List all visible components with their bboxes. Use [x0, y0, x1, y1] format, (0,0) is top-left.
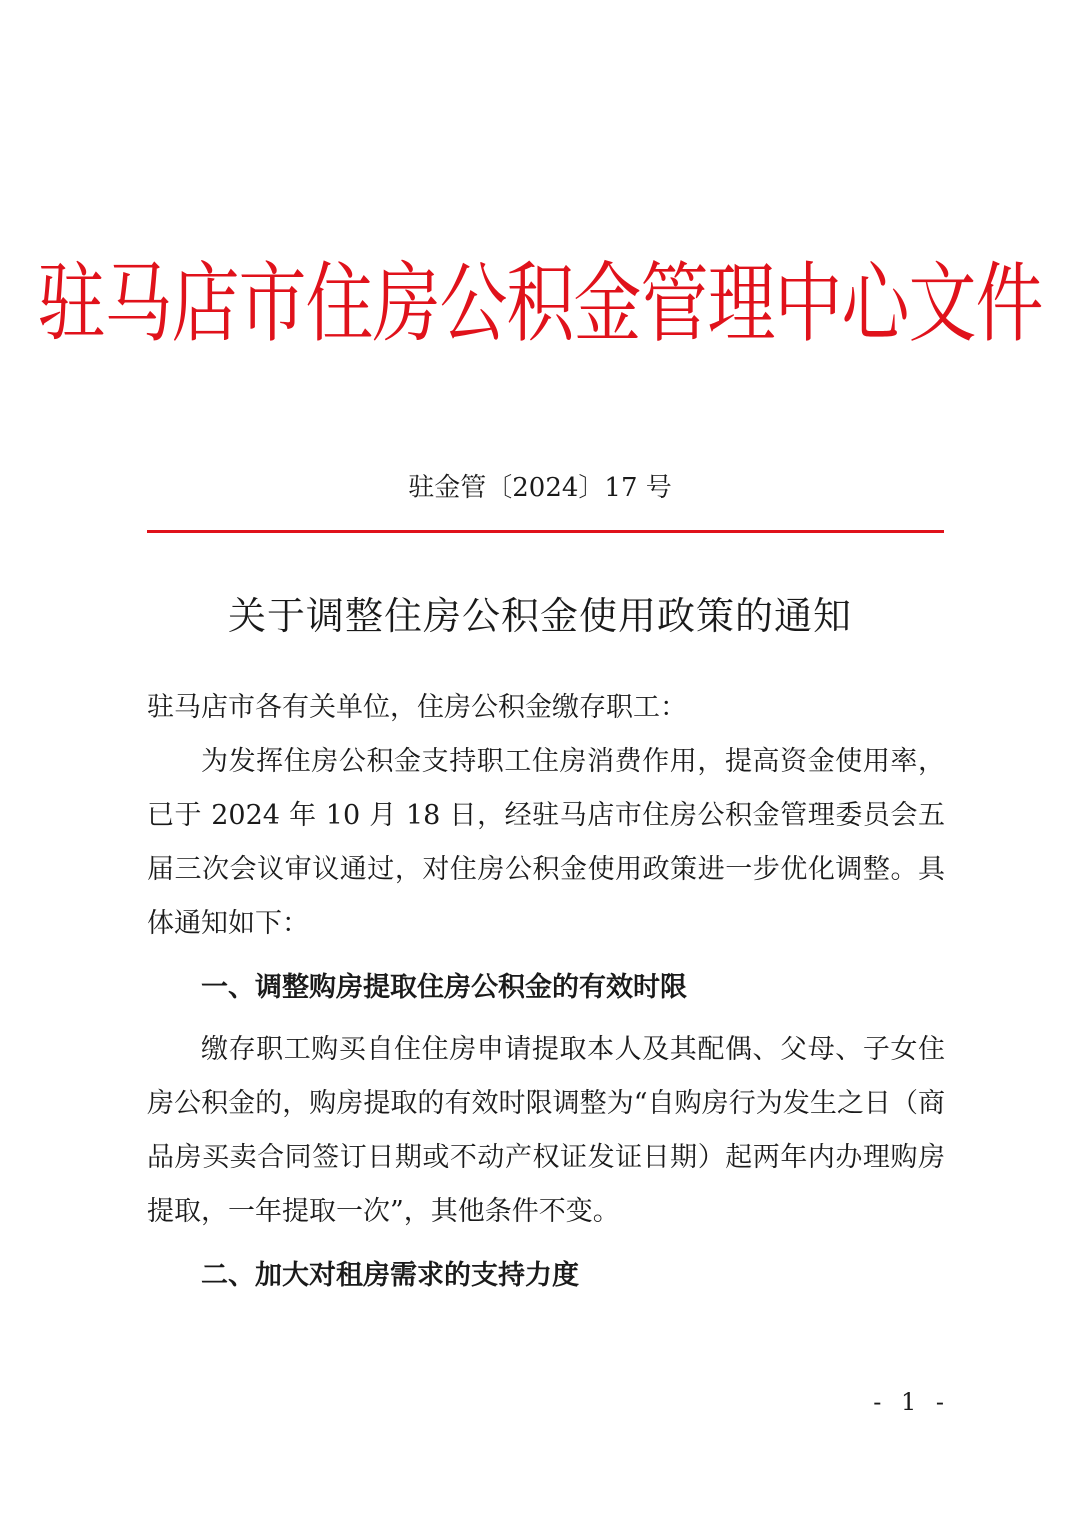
red-divider-line — [147, 530, 944, 533]
document-body — [147, 681, 945, 1311]
document-title: 关于调整住房公积金使用政策的通知 — [227, 594, 852, 638]
section-1-heading: 一、调整购房提取住房公积金的有效时限 — [201, 972, 687, 1003]
document-number: 驻金管〔2024〕17 号 — [408, 473, 672, 503]
salutation: 驻马店市各有关单位，住房公积金缴存职工： — [147, 692, 687, 723]
page-number: - 1 - — [873, 1388, 950, 1416]
section-2-heading: 二、加大对租房需求的支持力度 — [201, 1260, 579, 1291]
issuing-authority-header: 驻马店市住房公积金管理中心文件 — [37, 254, 1043, 356]
intro-paragraph: 为发挥住房公积金支持职工住房消费作用，提高资金使用率，已于 2024 年 10 月 18 日，经驻马店市住房公积金管理委员会五届三次会议审议通过，对住房公积金使用政策进一步优化调整。具体通知如下： — [147, 746, 945, 939]
section-1-body: 缴存职工购买自住住房申请提取本人及其配偶、父母、子女住房公积金的，购房提取的有效时限调整为“自购房行为发生之日（商品房买卖合同签订日期或不动产权证发证日期）起两年内办理购房提取，一年提取一次”，其他条件不变。 — [147, 1034, 945, 1227]
